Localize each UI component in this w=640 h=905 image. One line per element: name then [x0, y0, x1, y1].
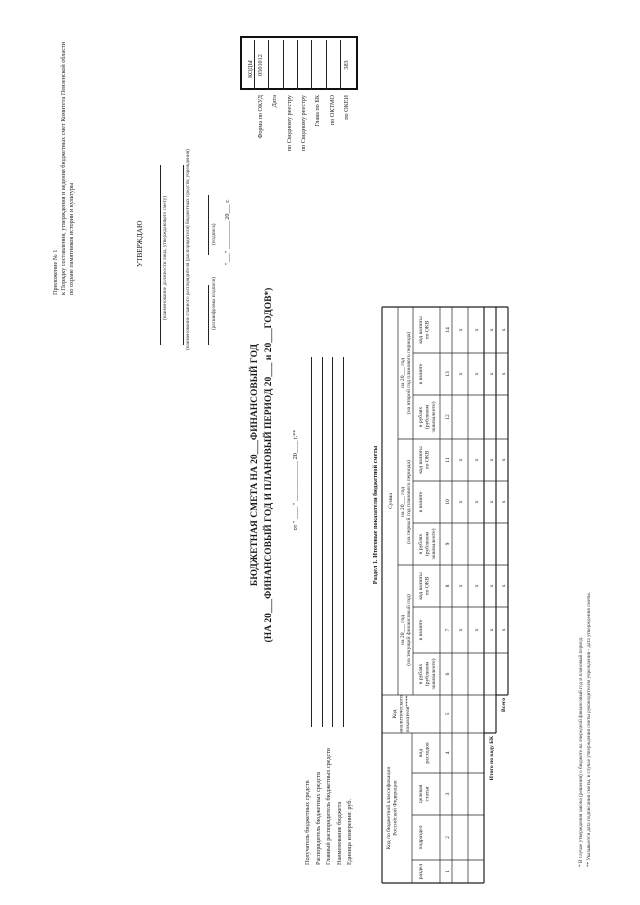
sum-header: Сумма	[388, 493, 394, 509]
column-number: 4	[445, 751, 451, 755]
x-mark: x	[489, 584, 495, 588]
document-subtitle: (НА 20___ФИНАНСОВЫЙ ГОД И ПЛАНОВЫЙ ПЕРИОД 20___ и 20___ГОДОВ*)	[264, 287, 274, 643]
codes-row-value: 0501012	[257, 54, 264, 76]
column-number: 12	[445, 414, 451, 420]
grand-total-label: Всего	[501, 698, 507, 712]
footnote-2: ** Указывается дата подписания сметы, в случае утверждения сметы руководителем учреждения - дата утверждения сметы.	[586, 592, 592, 867]
x-mark: x	[489, 628, 495, 632]
year-header: на 20___ год	[400, 358, 406, 388]
column-number: 11	[445, 457, 451, 463]
name-hint: (расшифровка подписи)	[211, 277, 217, 330]
column-number: 2	[445, 836, 451, 839]
sum-subcolumn-header: код валютыпо ОКВ	[418, 316, 431, 344]
header-field-label: Главный распорядитель бюджетных средств	[325, 748, 332, 865]
kbk-column-header: раздел	[418, 863, 424, 880]
appendix-line-2: к Порядку составления, утверждения и ведения бюджетных смет Комитета Пензенской области	[60, 42, 67, 295]
column-number: 6	[445, 672, 451, 676]
x-mark: x	[474, 372, 480, 376]
x-mark: x	[501, 628, 507, 632]
approval-org-hint: (наименование главного распорядителя (распорядителя) бюджетных средств; учреждения)	[185, 149, 191, 350]
sum-subcolumn-header: код валютыпо ОКВ	[418, 572, 431, 600]
sum-subcolumn-header: в валюте	[418, 363, 424, 385]
header-field-label: Единица измерения: руб.	[346, 798, 353, 865]
year-subheader: (на второй год планового периода)	[406, 331, 412, 415]
column-number: 8	[445, 584, 451, 588]
kbk-column-header: подраздел	[418, 825, 424, 850]
year-subheader: (на первый год планового периода)	[406, 460, 412, 544]
x-mark: x	[474, 500, 480, 504]
x-mark: x	[489, 500, 495, 504]
kbk-column-header: целеваястатья	[418, 784, 431, 804]
x-mark: x	[489, 372, 495, 376]
codes-row-value: 383	[342, 60, 350, 70]
approval-title: УТВЕРЖДАЮ	[136, 220, 144, 267]
x-mark: x	[501, 500, 507, 504]
x-mark: x	[501, 328, 507, 332]
total-by-bk-label: Итого по коду БК	[489, 736, 495, 781]
sum-subcolumn-header: в валюте	[418, 491, 424, 513]
section-title: Раздел 1. Итоговые показатели бюджетной сметы	[372, 445, 379, 585]
column-number: 14	[445, 327, 451, 333]
x-mark: x	[474, 328, 480, 332]
x-mark: x	[489, 458, 495, 462]
document-title: БЮДЖЕТНАЯ СМЕТА НА 20___ФИНАНСОВЫЙ ГОД	[250, 343, 260, 587]
sum-subcolumn-header: в валюте	[418, 619, 424, 641]
sum-subcolumn-header: код валютыпо ОКВ	[418, 446, 431, 474]
year-subheader: (на текущий финансовый год)	[406, 594, 412, 666]
approval-position-hint: (наименование должности лица, утверждающего смету)	[162, 195, 168, 320]
header-field-label: Наименование бюджета	[335, 801, 343, 865]
codes-row-label: по Сводному реестру	[285, 95, 293, 152]
approval-date: "___" _________ 20___ г.	[224, 199, 231, 265]
analytic-code-header: Коданалитическогопоказателя****	[392, 695, 411, 733]
x-mark: x	[474, 458, 480, 462]
x-mark: x	[458, 328, 464, 332]
x-mark: x	[474, 628, 480, 632]
column-number: 9	[445, 542, 451, 546]
appendix-line-3: по охране памятников истории и культуры	[68, 182, 75, 295]
year-header: на 20___ год	[400, 487, 406, 517]
x-mark: x	[501, 372, 507, 376]
column-number: 13	[445, 371, 451, 377]
header-field-label: Распорядитель бюджетных средств	[314, 771, 322, 865]
sum-subcolumn-header: в рублях(рублевомэквиваленте)	[418, 401, 437, 433]
codes-row-label: по ОКТМО	[328, 95, 336, 126]
sum-subcolumn-header: в рублях(рублевомэквиваленте)	[418, 528, 437, 560]
appendix-line-1: Приложение № 1	[52, 249, 59, 295]
column-number: 5	[445, 712, 451, 716]
codes-row-label: Форма по ОКУД	[257, 95, 264, 139]
x-mark: x	[458, 500, 464, 504]
x-mark: x	[458, 458, 464, 462]
kbk-header: Код по бюджетной классификацииРоссийской Федерации	[386, 766, 399, 850]
column-number: 1	[445, 870, 451, 873]
codes-header: КОДЫ	[247, 60, 254, 78]
codes-row-label: по ОКЕИ	[342, 95, 350, 120]
x-mark: x	[501, 584, 507, 588]
x-mark: x	[474, 584, 480, 588]
sum-subcolumn-header: в рублях(рублевомэквиваленте)	[418, 658, 437, 690]
kbk-column-header: видрасходов	[418, 742, 431, 764]
codes-row-label: Глава по БК	[314, 95, 322, 127]
column-number: 3	[445, 792, 451, 796]
column-number: 7	[445, 628, 451, 632]
x-mark: x	[458, 628, 464, 632]
signature-hint: (подпись)	[211, 223, 217, 245]
header-field-label: Получатель бюджетных средств	[304, 780, 311, 865]
document-date: от " ____ " _____________ 20____ г.**	[292, 429, 299, 531]
column-number: 10	[445, 499, 451, 505]
x-mark: x	[458, 584, 464, 588]
x-mark: x	[458, 372, 464, 376]
year-header: на 20___ год	[400, 615, 406, 645]
x-mark: x	[489, 328, 495, 332]
codes-row-label: Дата	[271, 95, 279, 108]
footnote-1: * В случае утверждения закона (решения) о бюджете на очередной финансовый год и плановый период.	[578, 636, 584, 867]
codes-row-label: по Сводному реестру	[299, 95, 307, 152]
x-mark: x	[501, 458, 507, 462]
